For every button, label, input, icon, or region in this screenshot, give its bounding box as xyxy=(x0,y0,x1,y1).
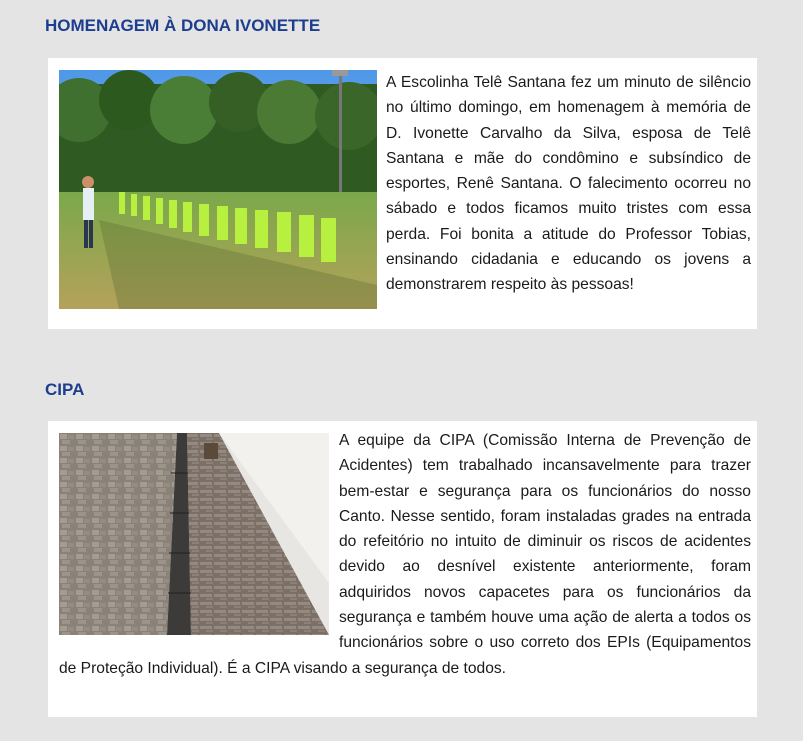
article-text-cipa: A equipe da CIPA (Comissão Interna de Prevenção de Acidentes) tem trabalhado incansavelmente para trazer bem-estar e segurança para os funcionários do nosso Canto. Nesse sentido, foram instaladas grades na entrada do refeitório no intuito de diminuir os riscos de acidentes devido ao desnível existente anteriormente, foram adquiridos novos capacetes para os funcionários da segurança e também houve uma ação de alerta a todos os funcionários sobre o uso correto dos EPIs (Equipamentos de Proteção Individual). É a CIPA visando a segurança de todos. xyxy=(59,432,751,677)
article-text-homenagem: A Escolinha Telê Santana fez um minuto de silêncio no último domingo, em homenagem à memória de D. Ivonette Carvalho da Silva, esposa de Telê Santana e mãe do condômino e subsíndico de esportes, Renê Santana. O falecimento ocorreu no sábado e todos ficamos muito tristes com essa perda. Foi bonita a atitude do Professor Tobias, ensinando cidadania e educando os jovens a demonstrarem respeito às pessoas! xyxy=(386,74,751,294)
drainage-grate-photo-icon xyxy=(59,433,329,635)
section-title-cipa: CIPA xyxy=(45,380,85,399)
section-title-homenagem: HOMENAGEM À DONA IVONETTE xyxy=(45,16,321,35)
article-card-cipa xyxy=(48,421,757,717)
article-card-homenagem xyxy=(48,58,757,329)
team-photo-icon xyxy=(59,70,377,309)
